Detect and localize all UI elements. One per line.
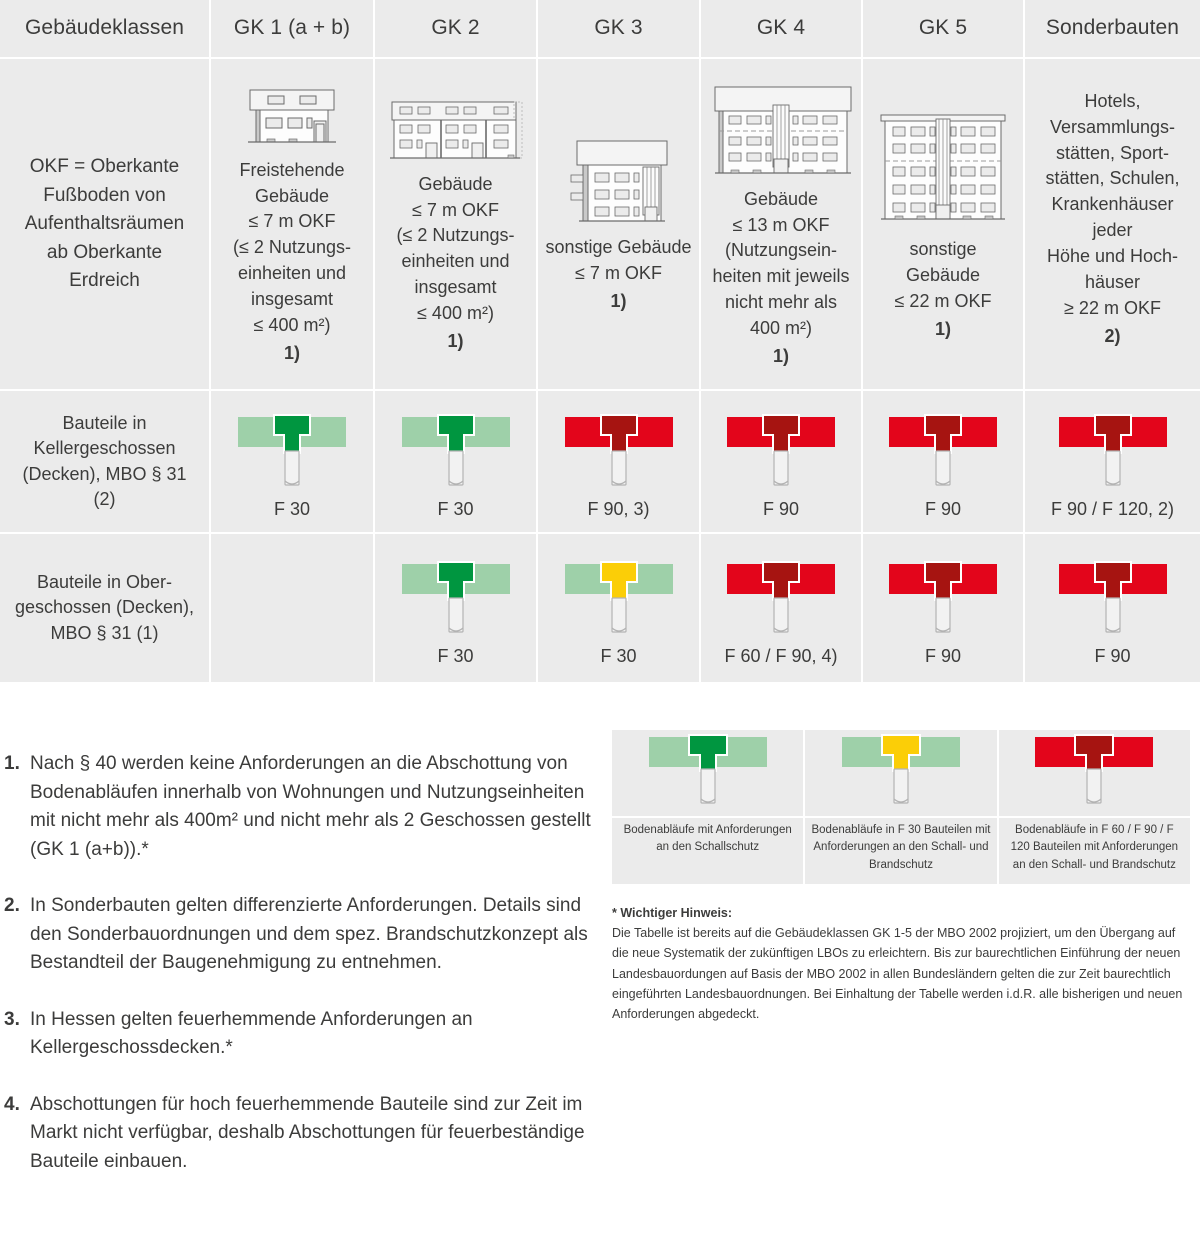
header-gk1: GK 1 (a + b) — [210, 0, 374, 58]
legend-red-text: Bodenabläufe in F 60 / F 90 / F 120 Bauteilen mit Anforderungen an den Schall- und Brandschutz — [999, 816, 1190, 880]
header-gk5: GK 5 — [862, 0, 1024, 58]
keller-gk5 — [862, 390, 1024, 533]
building-wide-icon — [707, 83, 859, 181]
drain-red-icon — [557, 413, 681, 497]
drain-red-icon — [1051, 413, 1175, 497]
cell-sonderbauten — [1024, 58, 1200, 390]
ober-gk4-label: F 60 / F 90, 4) — [724, 645, 838, 666]
drain-red-icon — [1019, 733, 1169, 813]
drain-yellow-icon — [826, 733, 976, 813]
drain-red-icon — [719, 560, 843, 644]
cell-gk3-desc: sonstige Gebäude ≤ 7 m OKF — [545, 237, 692, 284]
drain-green-icon — [394, 560, 518, 644]
cell-gk1-desc: Freistehende Gebäude ≤ 7 m OKF (≤ 2 Nutzungs- einheiten und insgesamt ≤ 400 m²) — [233, 159, 351, 336]
footnote-1-number: 1. — [4, 753, 20, 774]
house-semi-detached-icon — [386, 98, 526, 166]
footnote-2 — [0, 892, 600, 978]
keller-gk1 — [210, 390, 374, 533]
legend-green-text: Bodenabläufe mit Anforderungen an den Schallschutz — [612, 816, 803, 863]
ober-gk3 — [537, 533, 700, 682]
drain-green-icon — [633, 733, 783, 813]
house-detached-icon — [244, 86, 340, 152]
keller-gk4 — [700, 390, 862, 533]
footnote-4 — [0, 1091, 600, 1177]
wichtiger-hinweis-block — [612, 906, 1192, 1024]
footnote-2-text: In Sonderbauten gelten differenzierte Anforderungen. Details sind den Sonderbauordnungen und dem spez. Brandschutzkonzept als Bestandteil der Baugenehmigung zu entnehmen. — [30, 895, 588, 973]
ober-gk3-label: F 30 — [600, 645, 637, 666]
hinweis-title: * Wichtiger Hinweis: — [612, 906, 733, 920]
header-gk3: GK 3 — [537, 0, 700, 58]
cell-gk3 — [537, 58, 700, 390]
cell-gk1-ref: 1) — [283, 343, 300, 364]
legend-item-red — [999, 730, 1190, 884]
building-3-storey-icon — [565, 137, 673, 229]
legend-yellow-text: Bodenabläufe in F 30 Bauteilen mit Anforderungen an den Schall- und Brandschutz — [805, 816, 996, 880]
cell-sonderbauten-ref: 2) — [1104, 325, 1121, 346]
cell-gk2-ref: 1) — [447, 331, 464, 352]
hinweis-body: Die Tabelle ist bereits auf die Gebäudeklassen GK 1-5 der MBO 2002 projiziert, um den Übergang auf die neue Systematik der zukünftigen LBOs zu erleichtern. Bis zur baurechtlichen Einführung der neuen Landesbauordungen auf Basis der MBO 2002 in allen Bundesländern gelten die zur Zeit baurechtlich eingeführten Landesbauordnungen. Bei Einhaltung der Tabelle werden i.d.R. alle bisherigen und neuen Anforderungen abgedeckt. — [612, 926, 1183, 1021]
legend-red-picture — [999, 730, 1190, 816]
row-label-ober: Bauteile in Ober-geschossen (Decken), MBO § 31 (1) — [0, 533, 210, 682]
footnote-1-text: Nach § 40 werden keine Anforderungen an die Abschottung von Bodenabläufen innerhalb von Wohnungen und Nutzungseinheiten mit nicht mehr als 400m² und nicht mehr als 2 Geschossen gestellt (GK 1 (a+b)).* — [30, 753, 591, 860]
footnote-4-number: 4. — [4, 1093, 20, 1115]
footnote-3-number: 3. — [4, 1008, 20, 1030]
row-label-keller: Bauteile in Kellergeschossen (Decken), MBO § 31 (2) — [0, 390, 210, 533]
legend-yellow-picture — [805, 730, 996, 816]
header-gk4: GK 4 — [700, 0, 862, 58]
ober-gk5 — [862, 533, 1024, 682]
ober-gk4 — [700, 533, 862, 682]
ober-sonderbauten — [1024, 533, 1200, 682]
cell-gk5-desc: sonstige Gebäude ≤ 22 m OKF — [894, 239, 992, 312]
drain-red-icon — [719, 413, 843, 497]
drain-red-icon — [881, 560, 1005, 644]
cell-gk5 — [862, 58, 1024, 390]
header-gk2: GK 2 — [374, 0, 537, 58]
building-tall-icon — [873, 109, 1013, 231]
footnote-3-text: In Hessen gelten feuerhemmende Anforderungen an Kellergeschossdecken.* — [30, 1008, 473, 1058]
footnotes-list — [0, 750, 600, 1204]
legend-green-picture — [612, 730, 803, 816]
table-header-row — [0, 0, 1200, 58]
drain-green-icon — [394, 413, 518, 497]
row-label-okf: OKF = Oberkante Fußboden von Aufenthaltsräumen ab Oberkante Erdreich — [0, 58, 210, 390]
cell-gk1 — [210, 58, 374, 390]
footnote-4-text: Abschottungen für hoch feuerhemmende Bauteile sind zur Zeit im Markt nicht verfügbar, deshalb Abschottungen für feuerbeständige Bauteile einbauen. — [30, 1093, 585, 1172]
legend-item-green — [612, 730, 803, 884]
keller-sonderbauten-label: F 90 / F 120, 2) — [1050, 499, 1175, 520]
cell-gk4 — [700, 58, 862, 390]
keller-gk3 — [537, 390, 700, 533]
cell-gk4-desc: Gebäude ≤ 13 m OKF (Nutzungsein- heiten mit jeweils nicht mehr als 400 m²) — [712, 188, 850, 339]
cell-gk3-ref: 1) — [610, 291, 627, 312]
keller-gk4-label: F 90 — [762, 499, 800, 520]
ober-gk2 — [374, 533, 537, 682]
cell-sonderbauten-desc: Hotels, Versammlungs- stätten, Sport- stätten, Schulen, Krankenhäuser jeder Höhe und Hoch- häuser ≥ 22 m OKF — [1045, 90, 1180, 319]
table-row-obergeschossen — [0, 533, 1200, 682]
cell-gk4-ref: 1) — [772, 346, 789, 367]
ober-sonderbauten-label: F 90 — [1094, 645, 1131, 666]
ober-gk5-label: F 90 — [924, 645, 962, 666]
cell-gk5-ref: 1) — [934, 319, 951, 340]
header-gebaeudeklassen: Gebäudeklassen — [0, 0, 210, 58]
footnote-3 — [0, 1006, 600, 1063]
table-row-classification — [0, 58, 1200, 390]
cell-gk2 — [374, 58, 537, 390]
keller-sonderbauten — [1024, 390, 1200, 533]
keller-gk5-label: F 90 — [924, 499, 962, 520]
header-sonderbauten: Sonderbauten — [1024, 0, 1200, 58]
drain-green-icon — [230, 413, 354, 497]
ober-gk2-label: F 30 — [437, 645, 474, 666]
ober-gk1 — [210, 533, 374, 682]
cell-gk2-desc: Gebäude ≤ 7 m OKF (≤ 2 Nutzungs- einheiten und insgesamt ≤ 400 m²) — [396, 173, 515, 324]
footnote-1 — [0, 750, 600, 864]
drain-red-icon — [1051, 560, 1175, 644]
legend-item-yellow — [805, 730, 996, 884]
drain-red-icon — [881, 413, 1005, 497]
legend-container — [612, 730, 1190, 884]
keller-gk2 — [374, 390, 537, 533]
drain-yellow-icon — [557, 560, 681, 644]
keller-gk3-label: F 90, 3) — [587, 499, 650, 520]
footnote-2-number: 2. — [4, 895, 20, 916]
keller-gk1-label: F 30 — [273, 499, 311, 520]
keller-gk2-label: F 30 — [437, 499, 474, 520]
table-row-kellergeschossen — [0, 390, 1200, 533]
